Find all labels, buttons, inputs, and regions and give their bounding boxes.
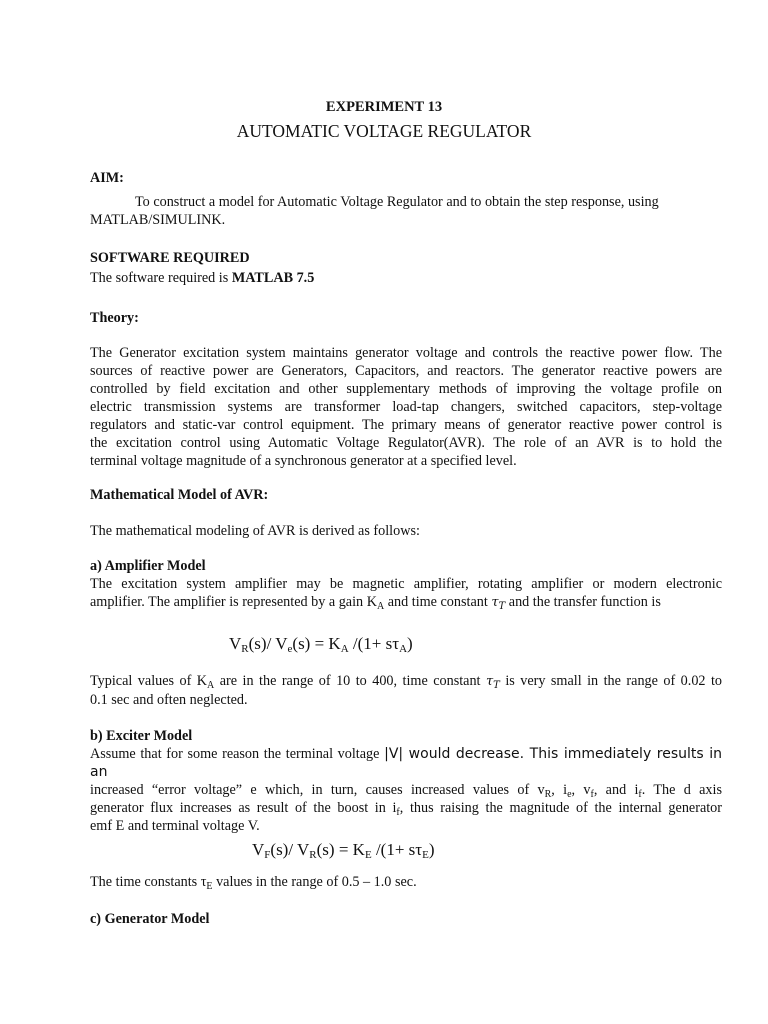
subscript: T [498,601,506,612]
theory-line: sources of reactive power are Generators, Capacitors, and reactors. The generator reactive powers are [90,363,722,379]
time-text: values in the range of 0.5 – 1.0 sec. [212,874,417,890]
eq-text: (s)/ V [248,634,288,653]
amplifier-text: and time constant [384,594,492,610]
subscript: T [493,680,500,691]
exciter-text: , and i [593,782,639,798]
time-text: The time constants [90,874,201,890]
exciter-text: , i [551,782,568,798]
software-text-label: The software required is [90,270,232,286]
subscript: e [567,789,572,800]
exciter-text: Assume that for some reason the terminal voltage [90,746,385,762]
subscript: R [241,643,249,655]
amplifier-heading: a) Amplifier Model [90,558,206,574]
math-model-heading: Mathematical Model of AVR: [90,487,269,503]
exciter-time-constants [90,873,417,891]
subscript: R [309,849,317,861]
subscript: e [287,643,293,655]
generator-heading: c) Generator Model [90,911,210,927]
amplifier-typical-paragraph [90,672,722,709]
exciter-text: increased “error voltage” e which, in turn, causes increased values of v [90,782,545,798]
subscript: f [396,807,400,818]
eq-text: (s)/ V [270,840,310,859]
eq-text: ) [407,634,413,653]
aim-text-line1: To construct a model for Automatic Voltage Regulator and to obtain the step response, using [135,194,659,210]
theory-line: terminal voltage magnitude of a synchronous generator at a specified level. [90,453,517,469]
amplifier-line1: The excitation system amplifier may be magnetic amplifier, rotating amplifier or modern electronic [90,576,722,592]
software-text [90,269,314,287]
amplifier-line2 [90,593,722,612]
theory-paragraph [90,344,722,470]
tau-symbol [491,595,505,610]
theory-line: The Generator excitation system maintains generator voltage and controls the reactive power flow. The [90,345,722,361]
typical-line1 [90,672,722,691]
exciter-paragraph [90,745,722,835]
eq-text: ) [428,840,435,859]
eq-text: V [252,840,265,859]
exciter-line1 [90,745,722,781]
subscript: A [207,680,215,691]
theory-line: the excitation control using Automatic Voltage Regulator(AVR). The role of an AVR is to hold the [90,435,722,451]
aim-text-line2: MATLAB/SIMULINK. [90,212,226,228]
theory-line: electric transmission systems are transformer load-tap changers, switched capacitors, step-voltage [90,399,722,415]
tau-glyph: τ [200,874,207,890]
page-title: AUTOMATIC VOLTAGE REGULATOR [236,121,532,141]
subscript: R [544,789,552,800]
software-heading: SOFTWARE REQUIRED [90,250,250,266]
tau-glyph: τ [485,674,494,689]
exciter-heading: b) Exciter Model [90,728,193,744]
amplifier-paragraph [90,575,722,612]
typical-text: are in the range of 10 to 400, time constant [214,673,486,689]
exciter-text: , thus raising the magnitude of the internal generator [399,800,722,816]
typical-text: is very small in the range of 0.02 to [505,673,723,689]
theory-line: regulators and static-var control equipment. The primary means of generator reactive power control is [90,417,722,433]
typical-line2: 0.1 sec and often neglected. [90,692,248,708]
subscript: F [264,849,271,861]
amplifier-text: amplifier. The amplifier is represented by a gain K [90,594,377,610]
aim-heading: AIM: [90,170,124,186]
subscript: E [364,849,372,861]
eq-text: (s) = K [316,840,365,859]
exciter-line3 [90,799,722,817]
exciter-line4: emf E and terminal voltage V. [90,818,260,834]
subscript: A [376,601,385,612]
exciter-line2 [90,781,722,799]
exciter-text: would decrease. This immediately results in an [90,746,723,780]
amplifier-text: and the transfer function is [508,594,661,610]
exciter-text: . The d axis [641,782,722,798]
eq-text: (s) = K [292,634,341,653]
eq-text: /(1+ sτ [371,840,423,859]
theory-line: controlled by field excitation and other supplementary methods of improving the voltage profile on [90,381,722,397]
exciter-text: generator flux increases as result of the boost in i [90,800,397,816]
subscript: A [340,643,349,655]
tau-symbol [486,674,500,689]
subscript: E [206,881,213,892]
exciter-text: , v [571,782,591,798]
subscript: f [638,789,642,800]
subscript: E [422,849,429,861]
math-model-intro: The mathematical modeling of AVR is derived as follows: [90,523,420,539]
eq-text: /(1+ sτ [348,634,400,653]
experiment-number: EXPERIMENT 13 [325,99,443,115]
typical-text: Typical values of K [90,673,208,689]
subscript: f [590,789,594,800]
voltage-magnitude: |V| [384,746,404,762]
exciter-equation [252,840,435,860]
eq-text: V [229,634,242,653]
software-value: MATLAB 7.5 [231,270,315,286]
tau-glyph: τ [491,595,499,610]
theory-heading: Theory: [90,310,139,326]
subscript: A [399,643,408,655]
amplifier-equation [229,634,413,654]
